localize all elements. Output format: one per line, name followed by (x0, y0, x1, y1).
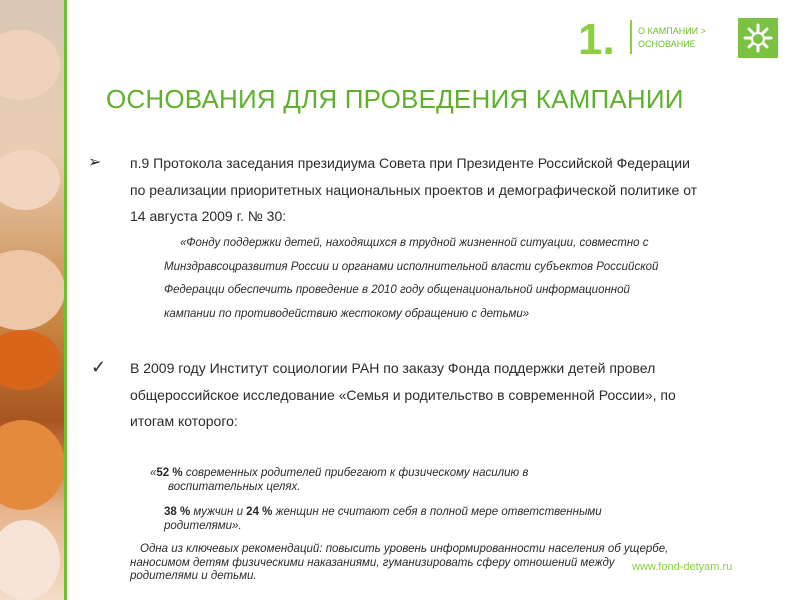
fund-logo-icon[interactable] (738, 18, 778, 58)
header-divider (630, 20, 632, 54)
paragraph-line: итогам которого: (130, 413, 238, 429)
children-photo (0, 0, 64, 600)
research-paragraph (130, 355, 770, 435)
section-number: 1. (578, 15, 615, 64)
quote-line: кампании по противодействию жестокому обращению с детьми» (164, 307, 530, 320)
website-link[interactable]: www.fond-detyam.ru (632, 561, 733, 573)
breadcrumb-item-campaign[interactable]: О КАМПАНИИ > (638, 26, 706, 36)
quote-line: «Фонду поддержки детей, находящихся в трудной жизненной ситуации, совместно с (180, 237, 649, 249)
recommendation-line: родителями и детьми. (130, 570, 257, 582)
stat-text: женщин не считают себя в полной мере ответственными (272, 506, 602, 518)
breadcrumb-item-basis: ОСНОВАНИЕ (638, 39, 696, 49)
arrow-bullet-icon: ➢ (88, 154, 102, 171)
stat-value: 52 % (156, 467, 183, 479)
breadcrumb[interactable] (638, 25, 728, 51)
paragraph-line: 14 августа 2009 г. № 30: (130, 208, 287, 224)
checkmark-bullet-icon: ✓ (91, 357, 107, 377)
page-title: ОСНОВАНИЯ ДЛЯ ПРОВЕДЕНИЯ КАМПАНИИ (106, 84, 684, 114)
quote-open: « (150, 467, 157, 479)
stat-text: мужчин и (190, 506, 247, 518)
stat-violence (150, 467, 620, 494)
stat-responsibility (164, 506, 704, 533)
recommendation-line: наносимом детям физическими наказаниями, гуманизировать сферу отношений между (130, 556, 615, 569)
quote-line: Минздравсоцразвития России и органами исполнительной власти субъектов Российской (164, 260, 659, 273)
stat-text-continued: воспитательных целях. (168, 480, 301, 493)
protocol-quote (164, 232, 754, 326)
quote-line: Федерацци обеспечить проведение в 2010 году общенациональной информационной (164, 284, 630, 296)
stat-text-continued: родителями». (164, 519, 242, 532)
accent-divider (64, 0, 67, 600)
recommendation-line: Одна из ключевых рекомендаций: повысить уровень информированности населения об ущербе, (140, 543, 669, 555)
stat-value-men: 38 % (164, 506, 191, 518)
paragraph-line: В 2009 году Институт социологии РАН по заказу Фонда поддержки детей провел (130, 360, 656, 376)
stat-value-women: 24 % (246, 506, 273, 518)
paragraph-line: по реализации приоритетных национальных проектов и демографической политике от (130, 181, 698, 198)
paragraph-line: п.9 Протокола заседания президиума Совета при Президенте Российской Федерации (130, 155, 690, 171)
stat-text: современных родителей прибегают к физическому насилию в (182, 467, 529, 479)
paragraph-line: общероссийское исследование «Семья и родительство в современной России», по (130, 386, 676, 403)
protocol-paragraph (130, 150, 770, 230)
